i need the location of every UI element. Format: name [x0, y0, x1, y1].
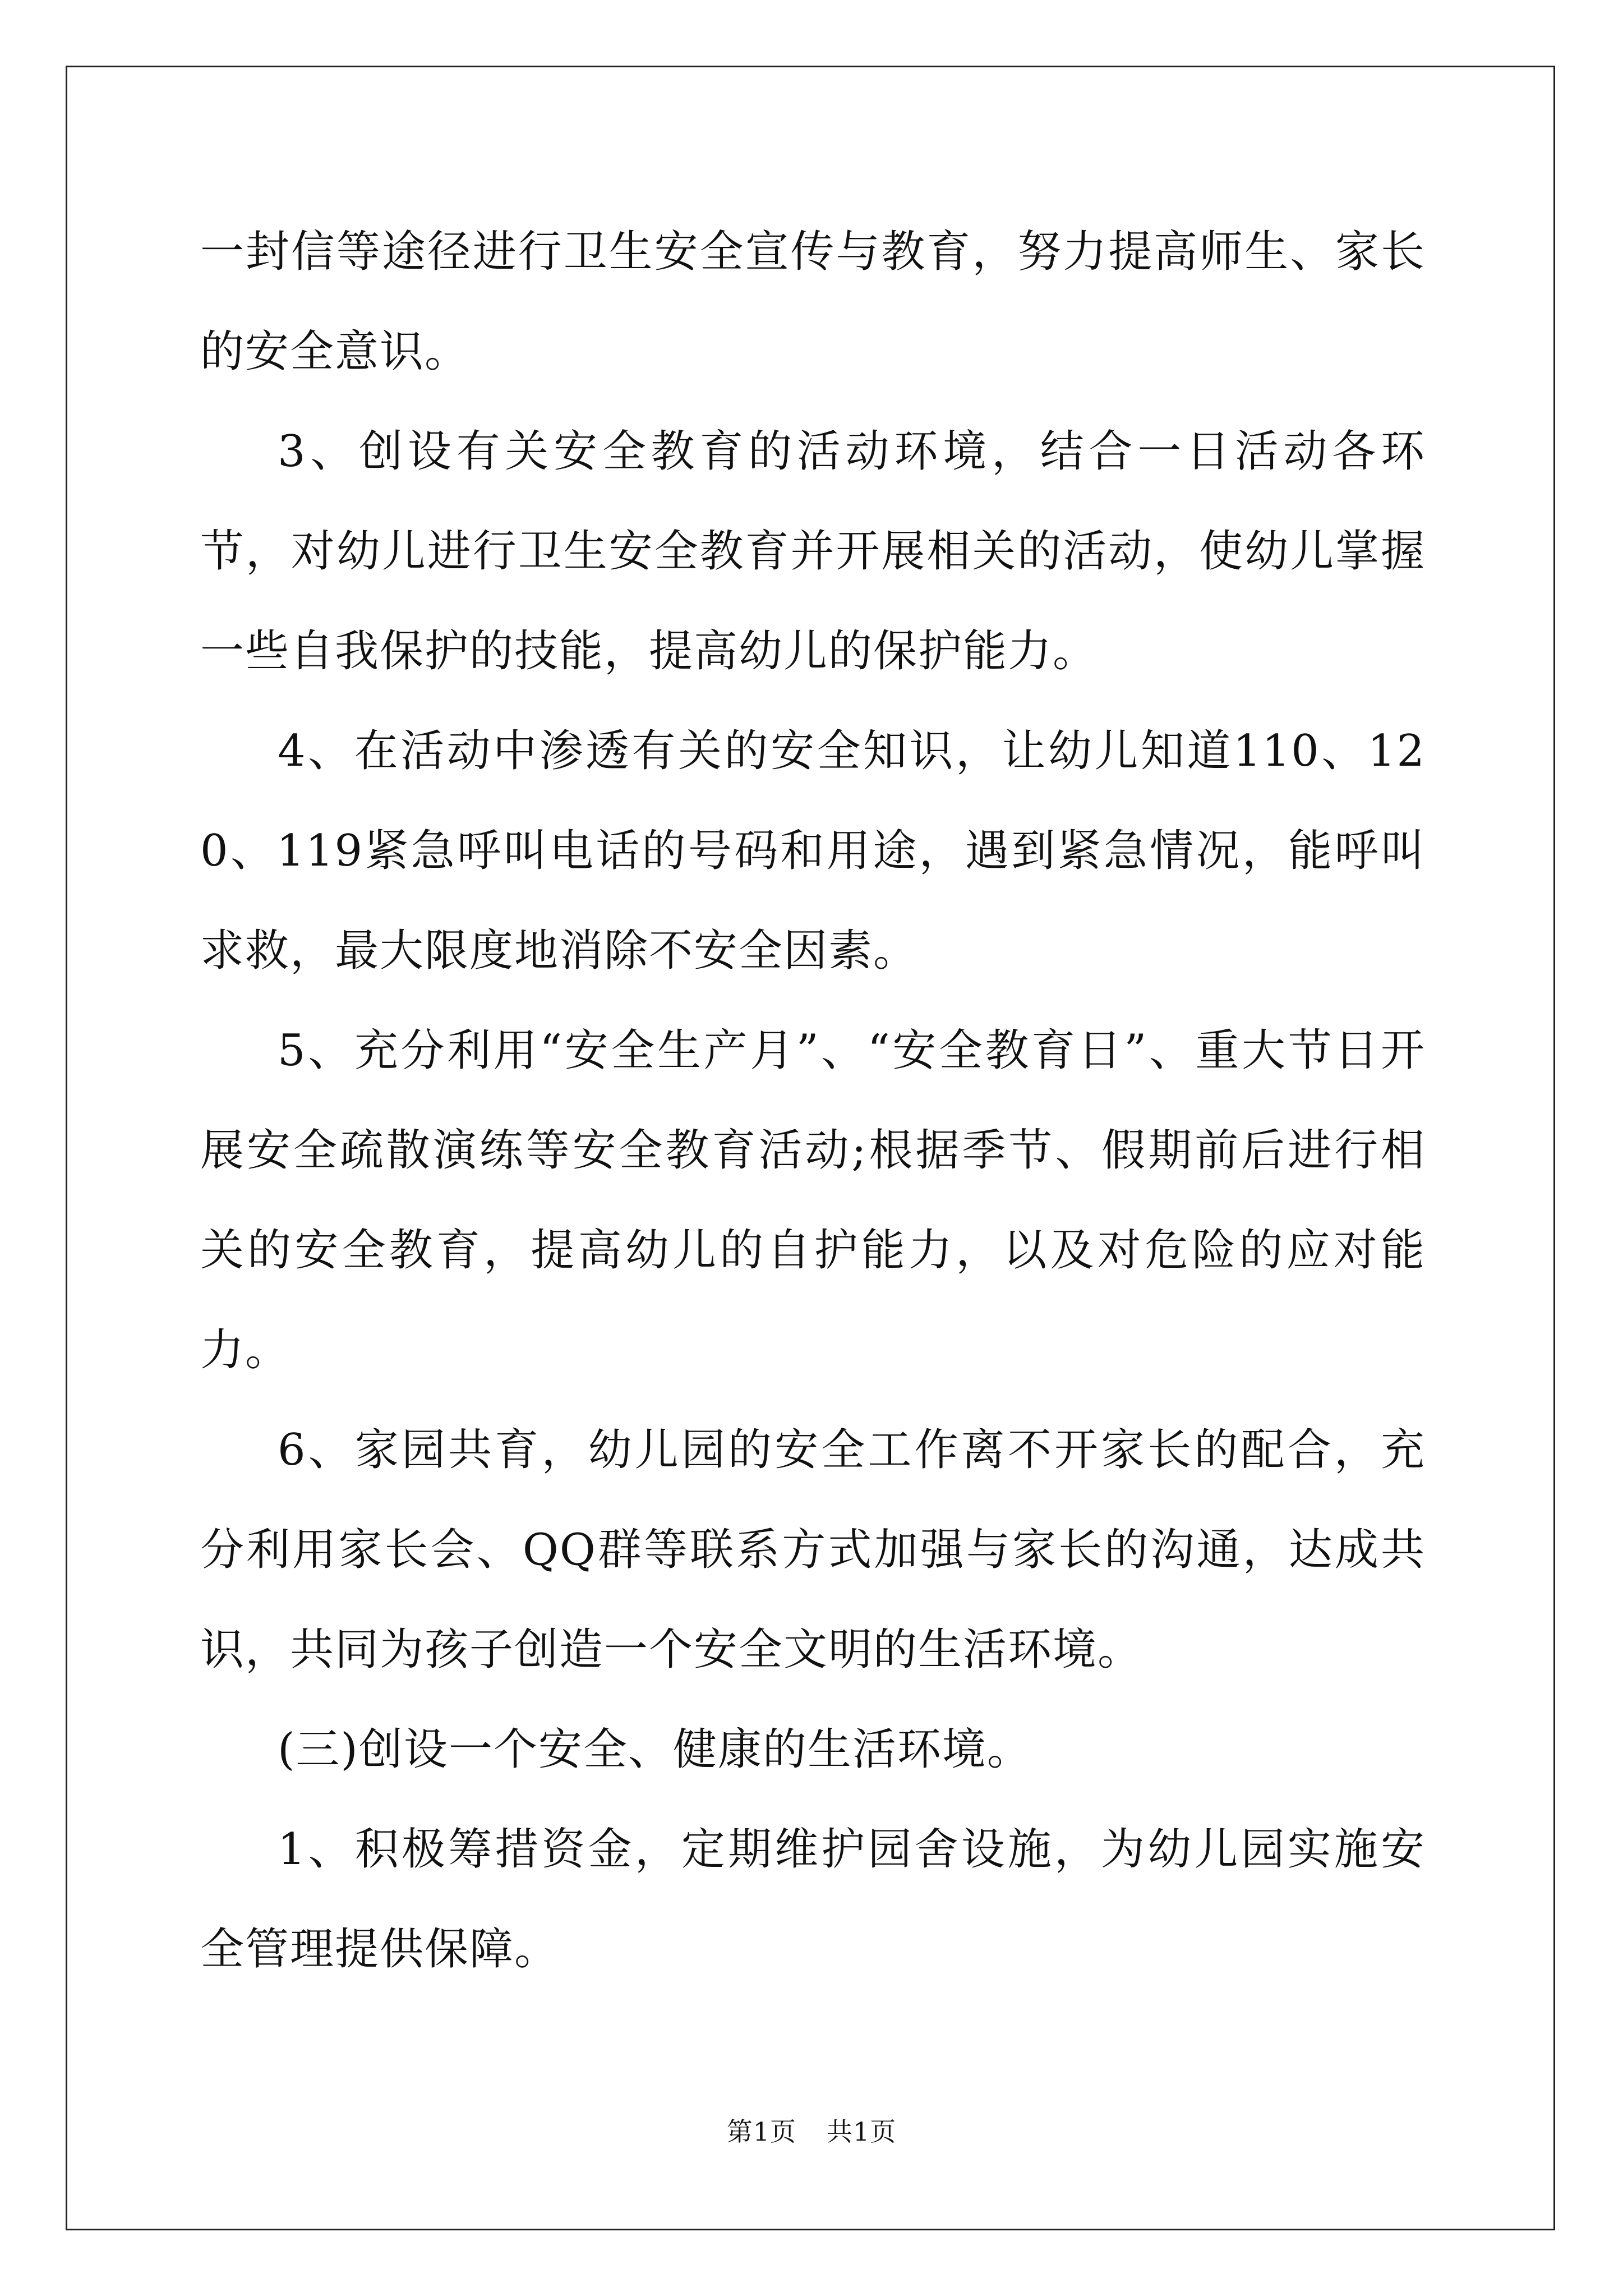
paragraph-item-3: 3、创设有关安全教育的活动环境，结合一日活动各环节，对幼儿进行卫生安全教育并开展相关的活动，使幼儿掌握一些自我保护的技能，提高幼儿的保护能力。 — [200, 426, 1426, 677]
document-body — [200, 202, 1426, 1999]
paragraph-item-1: 1、积极筹措资金，定期维护园舍设施，为幼儿园实施安全管理提供保障。 — [200, 1824, 1426, 1975]
paragraph-continuation: 一封信等途径进行卫生安全宣传与教育，努力提高师生、家长的安全意识。 — [200, 227, 1426, 377]
section-heading-3: (三)创设一个安全、健康的生活环境。 — [278, 1724, 1032, 1775]
page-number-total: 共1页 — [827, 2116, 897, 2147]
page-number-current: 第1页 — [726, 2116, 796, 2147]
paragraph-item-6: 6、家园共育，幼儿园的安全工作离不开家长的配合，充分利用家长会、QQ群等联系方式加强与家长的沟通，达成共识，共同为孩子创造一个安全文明的生活环境。 — [200, 1425, 1426, 1675]
paragraph-item-4: 4、在活动中渗透有关的安全知识，让幼儿知道110、120、119紧急呼叫电话的号码和用途，遇到紧急情况，能呼叫求救，最大限度地消除不安全因素。 — [200, 726, 1426, 976]
page-footer — [0, 2115, 1623, 2148]
paragraph-item-5: 5、充分利用“安全生产月”、“安全教育日”、重大节日开展安全疏散演练等安全教育活动;根据季节、假期前后进行相关的安全教育，提高幼儿的自护能力，以及对危险的应对能力。 — [200, 1025, 1426, 1375]
